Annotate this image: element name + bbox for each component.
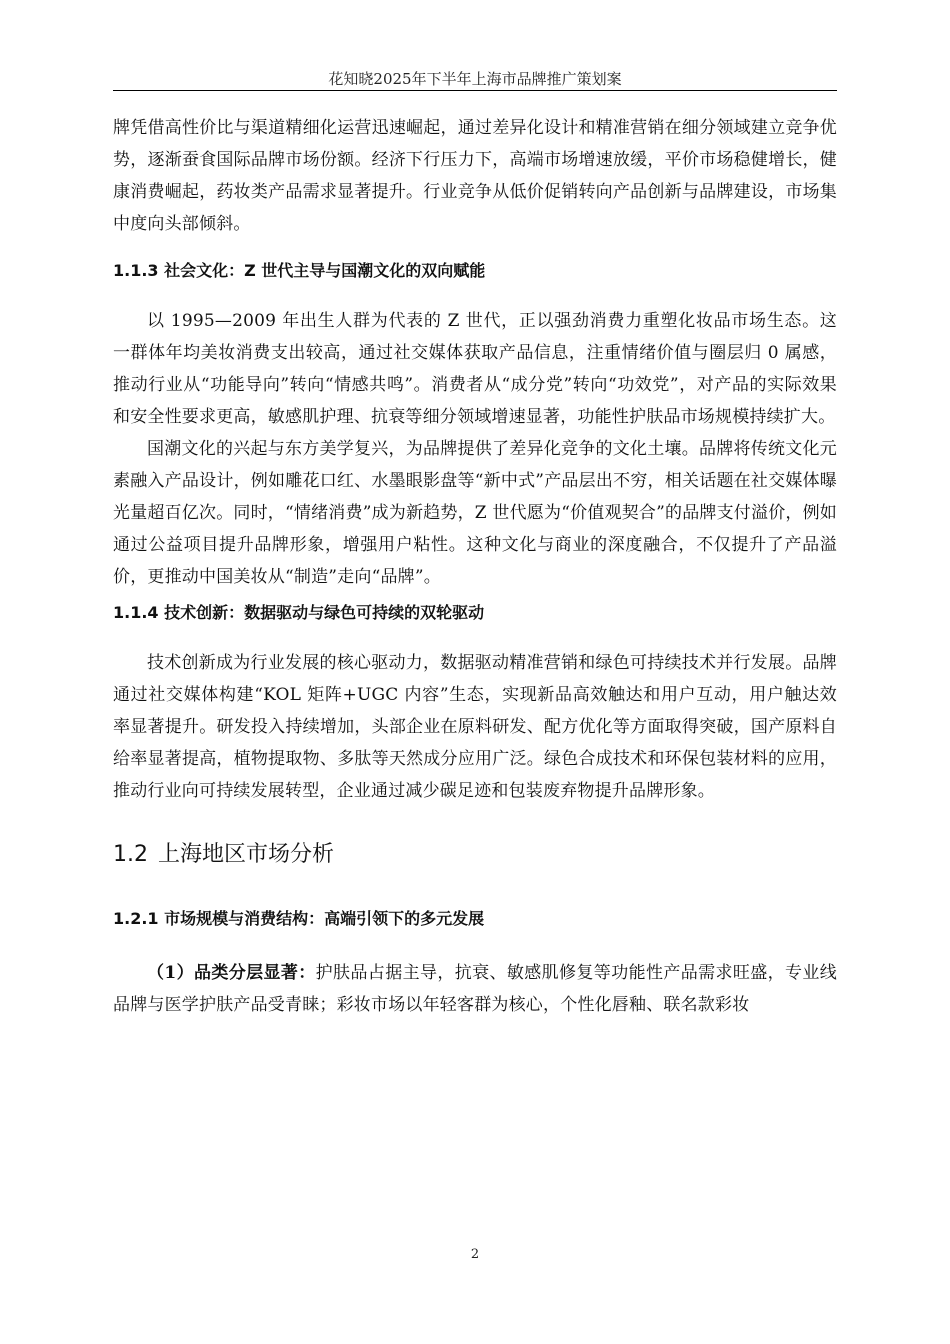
paragraph-category-tiers [113,957,837,1021]
heading-1-1-4: 1.1.4 技术创新：数据驱动与绿色可持续的双轮驱动 [113,603,485,622]
heading-1-2-number: 1.2 [113,842,148,867]
paragraph-tech-innovation: 技术创新成为行业发展的核心驱动力，数据驱动精准营销和绿色可持续技术并行发展。品牌通过社交媒体构建“KOL 矩阵+UGC 内容”生态，实现新品高效触达和用户互动，用户触达效率显著提升。研发投入持续增加，头部企业在原料研发、配方优化等方面取得突破，国产原料自给率显著提高，植物提取物、多肽等天然成分应用广泛。绿色合成技术和环保包装材料的应用，推动行业向可持续发展转型，企业通过减少碳足迹和包装废弃物提升品牌形象。 [113,653,837,801]
page-content [113,112,837,1021]
paragraph-guochao: 国潮文化的兴起与东方美学复兴，为品牌提供了差异化竞争的文化土壤。品牌将传统文化元素融入产品设计，例如雕花口红、水墨眼影盘等“新中式”产品层出不穷，相关话题在社交媒体曝光量超百亿次。同时，“情绪消费”成为新趋势，Z 世代愿为“价值观契合”的品牌支付溢价，例如通过公益项目提升品牌形象，增强用户粘性。这种文化与商业的深度融合，不仅提升了产品溢价，更推动中国美妆从“制造”走向“品牌”。 [113,439,837,587]
heading-1-2-1: 1.2.1 市场规模与消费结构：高端引领下的多元发展 [113,909,485,928]
heading-1-2-text: 上海地区市场分析 [158,842,335,867]
running-header: 花知晓2025年下半年上海市品牌推广策划案 [328,70,622,88]
heading-1-2 [113,837,837,873]
heading-1-1-3: 1.1.3 社会文化：Z 世代主导与国潮文化的双向赋能 [113,261,486,280]
header-rule [113,90,837,91]
paragraph-body: 护肤品占据主导，抗衰、敏感肌修复等功能性产品需求旺盛，专业线品牌与医学护肤产品受青睐；彩妆市场以年轻客群为核心，个性化唇釉、联名款彩妆 [113,963,837,1015]
page-number: 2 [470,1247,480,1262]
paragraph-continued: 牌凭借高性价比与渠道精细化运营迅速崛起，通过差异化设计和精准营销在细分领域建立竞争优势，逐渐蚕食国际品牌市场份额。经济下行压力下，高端市场增速放缓，平价市场稳健增长，健康消费崛起，药妆类产品需求显著提升。行业竞争从低价促销转向产品创新与品牌建设，市场集中度向头部倾斜。 [113,118,837,234]
paragraph-lead-bold: （1）品类分层显著： [147,963,316,983]
paragraph-gen-z: 以 1995—2009 年出生人群为代表的 Z 世代，正以强劲消费力重塑化妆品市场生态。这一群体年均美妆消费支出较高，通过社交媒体获取产品信息，注重情绪价值与圈层归 0 属感，推动行业从“功能导向”转向“情感共鸣”。消费者从“成分党”转向“功效党”，对产品的实际效果和安全性要求更高，敏感肌护理、抗衰等细分领域增速显著，功能性护肤品市场规模持续扩大。 [113,311,837,427]
